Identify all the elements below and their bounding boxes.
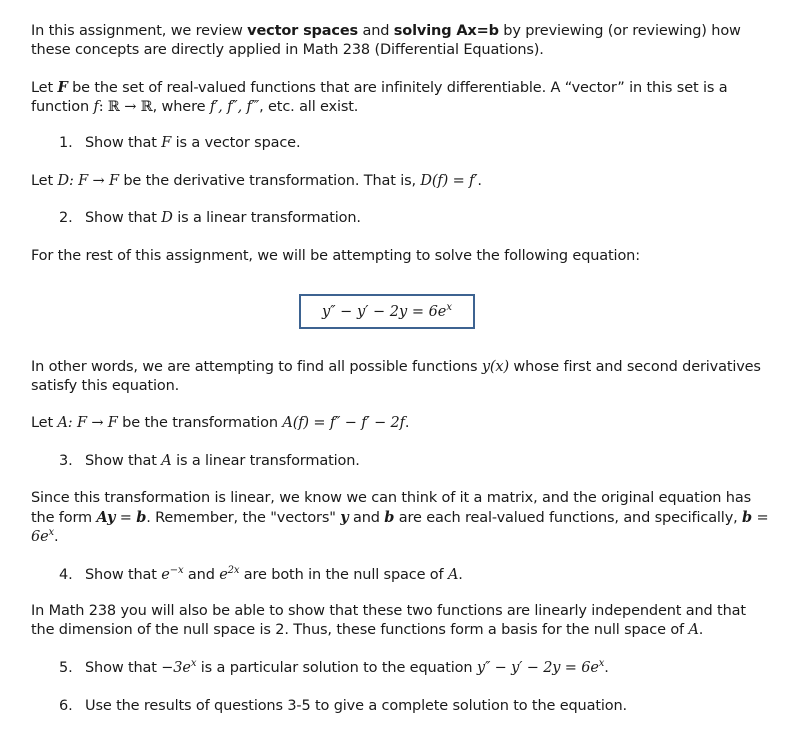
question-5: 5. Show that $-3e^x$ is a particular solution to the equation $y'' - y' - 2y = 6e^x$. <box>59 658 609 676</box>
boxed-equation: $y'' - y' - 2y = 6e^x$ <box>299 294 475 329</box>
question-2: 2. Show that D is a linear transformation. <box>59 210 361 226</box>
math-238-paragraph: In Math 238 you will also be able to show that these two functions are linearly independent and that the dimension of the null space is 2. Thus, these functions form a basis for the null space of A. <box>31 603 746 638</box>
question-4: 4. Show that $e^{-x}$ and $e^{2x}$ are both in the null space of A. <box>59 565 463 583</box>
question-6: 6. Use the results of questions 3-5 to give a complete solution to the equation. <box>59 698 627 714</box>
other-words-paragraph: In other words, we are attempting to find all possible functions y(x) whose first and second derivatives satisfy this equation. <box>31 359 761 394</box>
question-3: 3. Show that A is a linear transformation. <box>59 453 360 469</box>
intro-paragraph: In this assignment, we review vector spaces and solving Ax=b by previewing (or reviewing) how these concepts are directly applied in Math 238 (Differential Equations). <box>31 23 741 58</box>
definition-F-paragraph: Let F be the set of real-valued functions that are infinitely differentiable. A “vector” in this set is a function f: ℝ → ℝ, where f′, f″, f‴, etc. all exist. <box>31 79 728 115</box>
definition-A-paragraph: Let A: F → F be the transformation A(f) = f″ − f′ − 2f. <box>31 415 410 431</box>
definition-D-paragraph: Let D: F → F be the derivative transformation. That is, D(f) = f′. <box>31 173 482 189</box>
linear-matrix-paragraph: Since this transformation is linear, we know we can think of it a matrix, and the original equation has the form Ay = b. Remember, the "vectors" y and b are each real-valued functions, and specifically, $b = 6e^x$. <box>31 490 769 545</box>
rest-of-assignment-text: For the rest of this assignment, we will be attempting to solve the following equation: <box>31 248 640 264</box>
question-1: 1. Show that F is a vector space. <box>59 135 301 151</box>
